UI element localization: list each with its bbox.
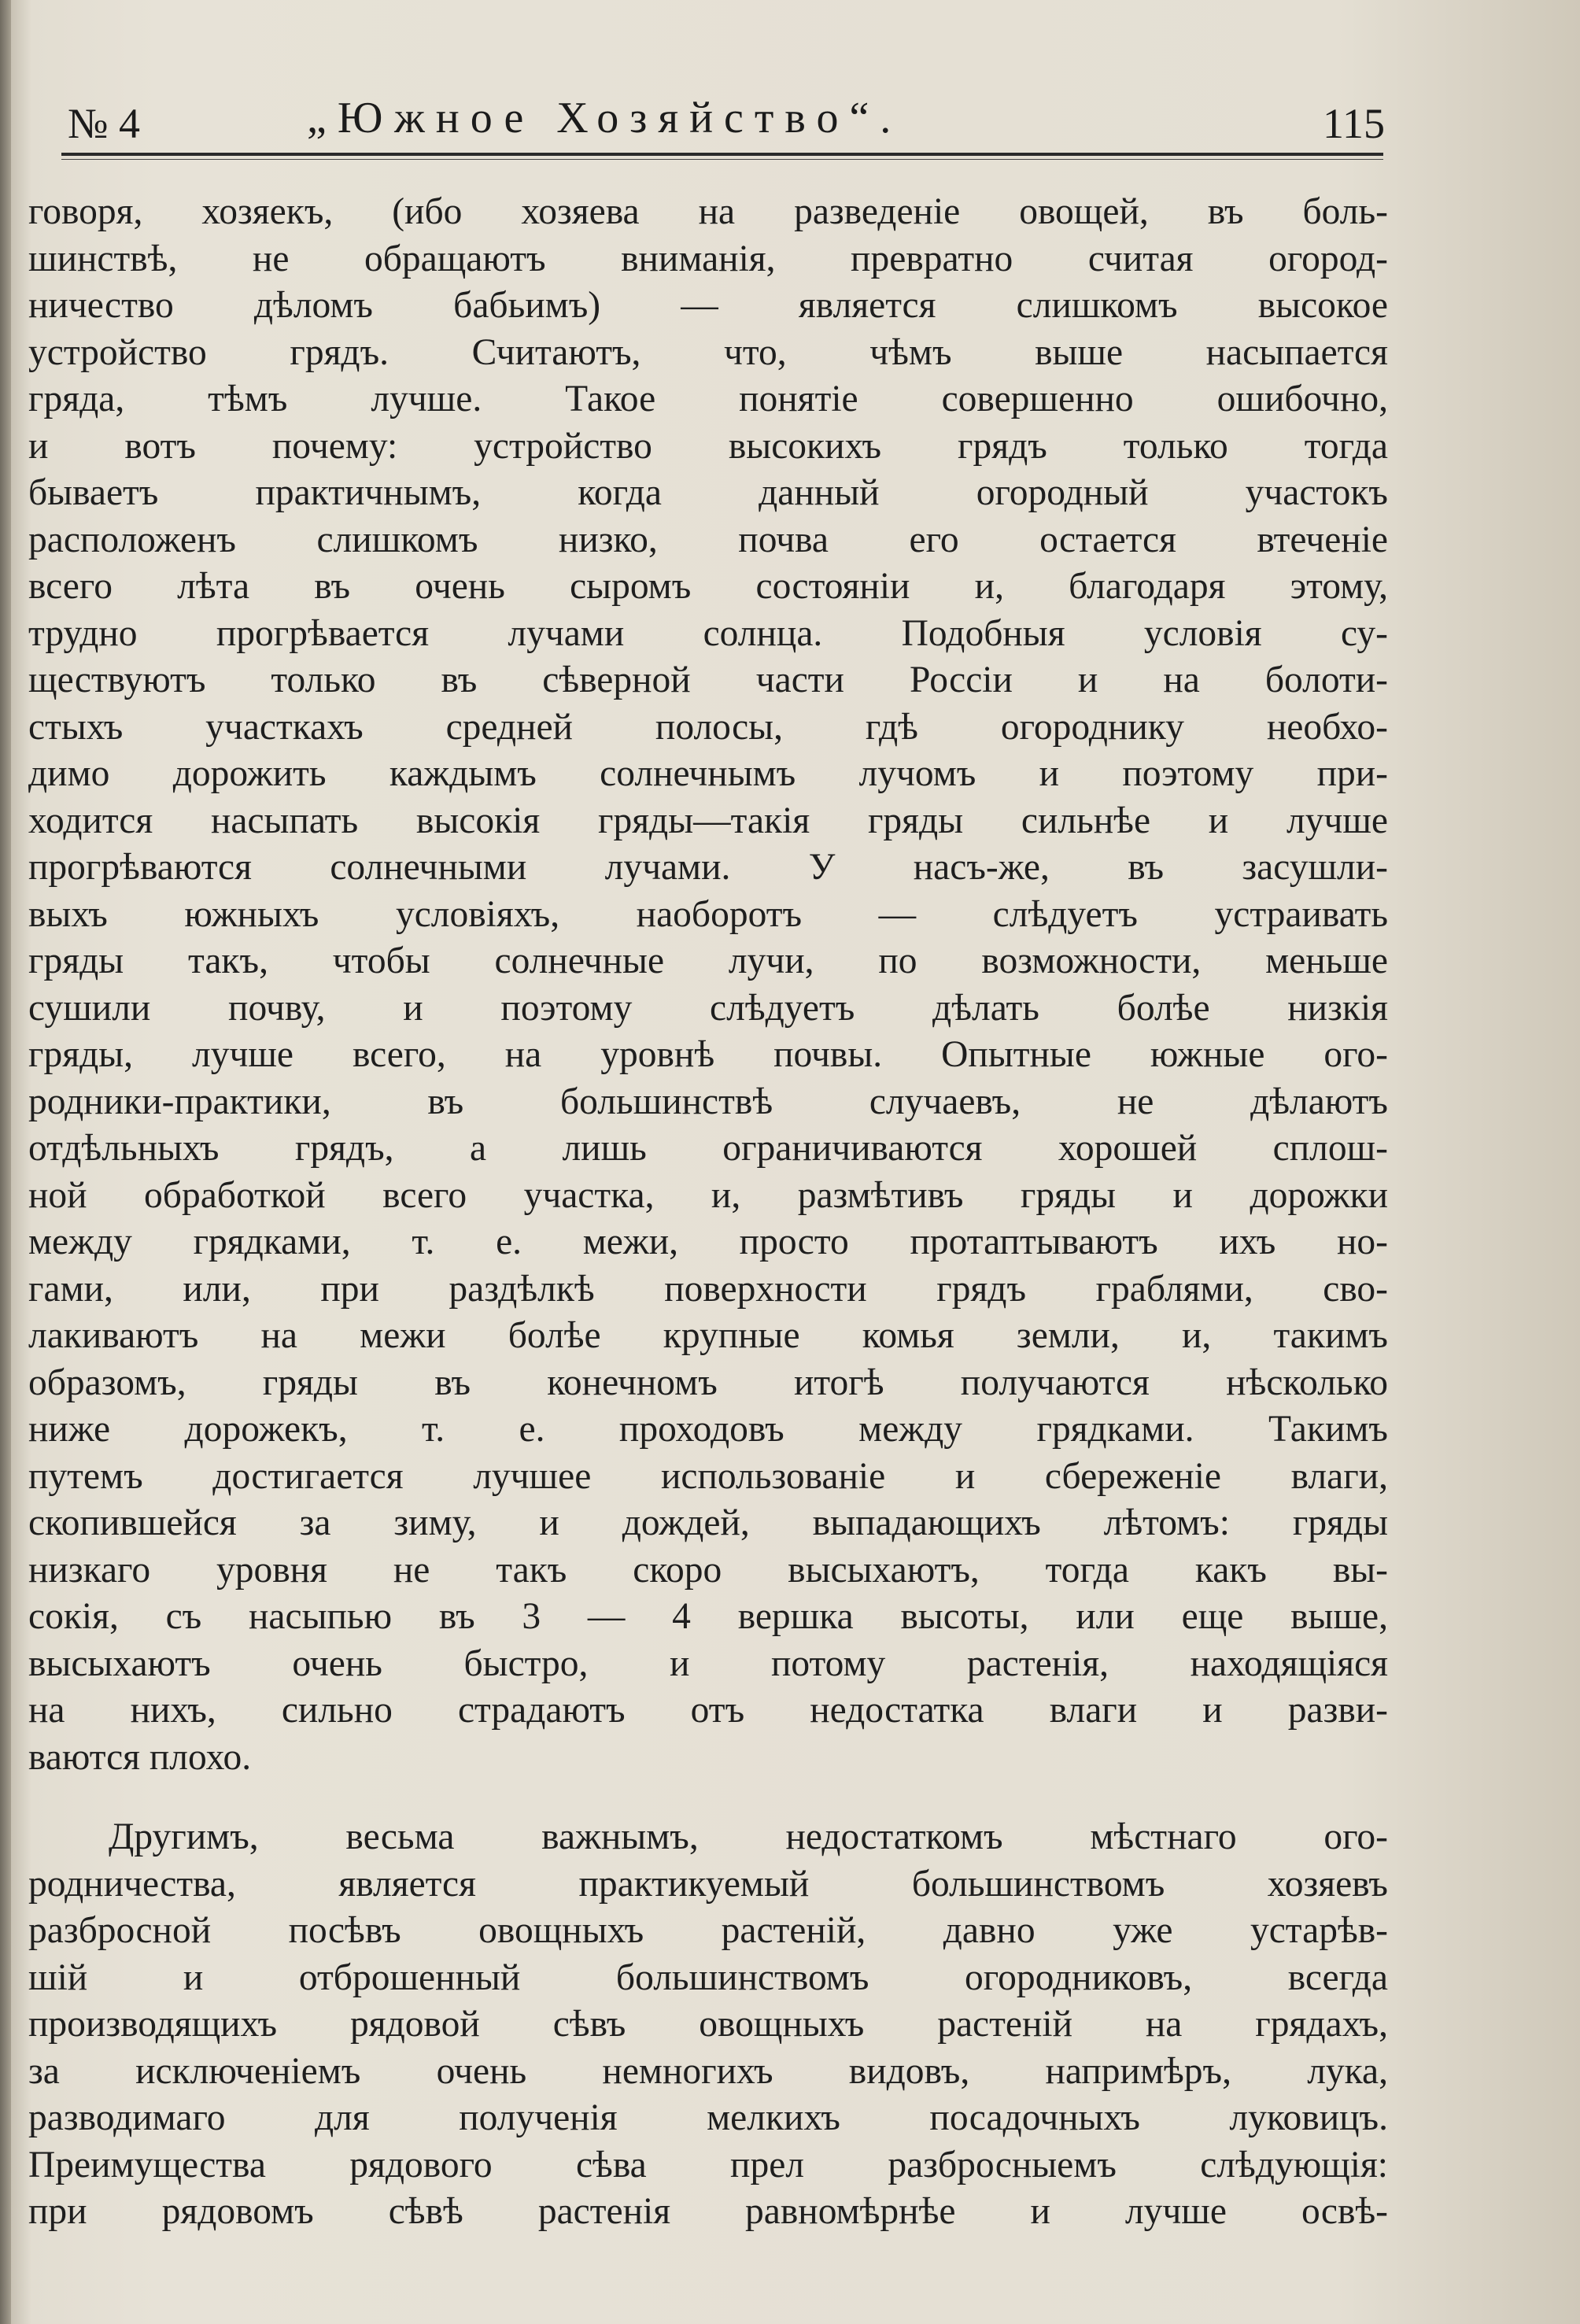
text-line: ществуютъ только въ сѣверной части Россіи и на болоти- (28, 660, 1388, 700)
text-line: сушили почву, и поэтому слѣдуетъ дѣлать болѣе низкія (28, 987, 1388, 1029)
text-line: высыхаютъ очень быстро, и потому растенія, находящіяся (28, 1642, 1388, 1684)
paragraph-gap (28, 1781, 1388, 1814)
text-line: говоря, хозяекъ, (ибо хозяева на разведеніе овощей, въ боль- (28, 191, 1388, 232)
text-line: трудно прогрѣвается лучами солнца. Подобныя условія су- (28, 612, 1388, 654)
text-line: ничество дѣломъ бабьимъ) — является слишкомъ высокое (28, 285, 1388, 326)
issue-number: № 4 (68, 100, 141, 147)
text-line: устройство грядъ. Считаютъ, что, чѣмъ выше насыпается (28, 331, 1388, 373)
text-line: образомъ, гряды въ конечномъ итогѣ получаются нѣсколько (28, 1362, 1388, 1403)
running-header (68, 93, 1385, 148)
text-line: отдѣльныхъ грядъ, а лишь ограничиваются хорошей сплош- (28, 1128, 1388, 1169)
header-rule (61, 153, 1383, 156)
text-line: выхъ южныхъ условіяхъ, наоборотъ — слѣдуетъ устраивать (28, 893, 1388, 935)
text-line: Преимущества рядового сѣва прел разбросныемъ слѣдующія: (28, 2144, 1388, 2185)
text-line: разводимаго для полученія мелкихъ посадочныхъ луковицъ. (28, 2097, 1388, 2138)
text-line: гами, или, при раздѣлкѣ поверхности грядъ граблями, сво- (28, 1268, 1388, 1310)
text-line: и вотъ почему: устройство высокихъ грядъ только тогда (28, 425, 1388, 467)
text-line: между грядками, т. е. межи, просто протаптываютъ ихъ но- (28, 1221, 1388, 1262)
text-line: ной обработкой всего участка, и, размѣтивъ гряды и дорожки (28, 1174, 1388, 1216)
text-line: скопившейся за зиму, и дождей, выпадающихъ лѣтомъ: гряды (28, 1502, 1388, 1543)
text-line: при рядовомъ сѣвѣ растенія равномѣрнѣе и лучше освѣ- (28, 2191, 1388, 2232)
text-line: бываетъ практичнымъ, когда данный огородный участокъ (28, 472, 1388, 513)
text-line: родничества, является практикуемый большинствомъ хозяевъ (28, 1863, 1388, 1905)
paragraph-2 (28, 1814, 1388, 2236)
paragraph-1 (28, 189, 1388, 1781)
text-line: производящихъ рядовой сѣвъ овощныхъ растеній на грядахъ, (28, 2004, 1388, 2045)
text-line: путемъ достигается лучшее использованіе и сбереженіе влаги, (28, 1455, 1388, 1497)
text-line: гряды такъ, чтобы солнечные лучи, по возможности, меньше (28, 940, 1388, 981)
text-line: сокія, съ насыпью въ 3 — 4 вершка высоты, или еще выше, (28, 1596, 1388, 1637)
text-line: прогрѣваются солнечными лучами. У насъ-же, въ засушли- (28, 847, 1388, 888)
text-line: гряда, тѣмъ лучше. Такое понятіе совершенно ошибочно, (28, 379, 1388, 419)
text-line: ниже дорожекъ, т. е. проходовъ между грядками. Такимъ (28, 1409, 1388, 1450)
article-body (28, 189, 1388, 2236)
text-line: димо дорожить каждымъ солнечнымъ лучомъ и поэтому при- (28, 753, 1388, 794)
text-line: родники-практики, въ большинствѣ случаевъ, не дѣлаютъ (28, 1081, 1388, 1122)
text-line: шинствѣ, не обращаютъ вниманія, превратно считая огород- (28, 238, 1388, 279)
text-line: шій и отброшенный большинствомъ огородниковъ, всегда (28, 1956, 1388, 1998)
text-line: гряды, лучше всего, на уровнѣ почвы. Опытные южные ого- (28, 1034, 1388, 1075)
header-rule-thin (61, 159, 1383, 160)
page-number: 115 (1323, 100, 1385, 147)
text-line: на нихъ, сильно страдаютъ отъ недостатка влаги и разви- (28, 1690, 1388, 1731)
text-line: всего лѣта въ очень сыромъ состояніи и, благодаря этому, (28, 566, 1388, 607)
text-line: низкаго уровня не такъ скоро высыхаютъ, тогда какъ вы- (28, 1549, 1388, 1591)
text-line: за исключеніемъ очень немногихъ видовъ, напримѣръ, лука, (28, 2050, 1388, 2092)
text-line: расположенъ слишкомъ низко, почва его остается втеченіе (28, 519, 1388, 560)
text-line: Другимъ, весьма важнымъ, недостаткомъ мѣстнаго ого- (109, 1816, 1388, 1857)
text-line: разбросной посѣвъ овощныхъ растеній, давно уже устарѣв- (28, 1910, 1388, 1951)
text-line: лакиваютъ на межи болѣе крупные комья земли, и, такимъ (28, 1315, 1388, 1356)
text-line: стыхъ участкахъ средней полосы, гдѣ огороднику необхо- (28, 706, 1388, 748)
book-spine-shadow (0, 0, 11, 2324)
text-line: ваются плохо. (28, 1736, 252, 1778)
text-line: ходится насыпать высокія гряды—такія гряды сильнѣе и лучше (28, 800, 1388, 841)
journal-title: „Южное Хозяйство“. (307, 94, 903, 142)
